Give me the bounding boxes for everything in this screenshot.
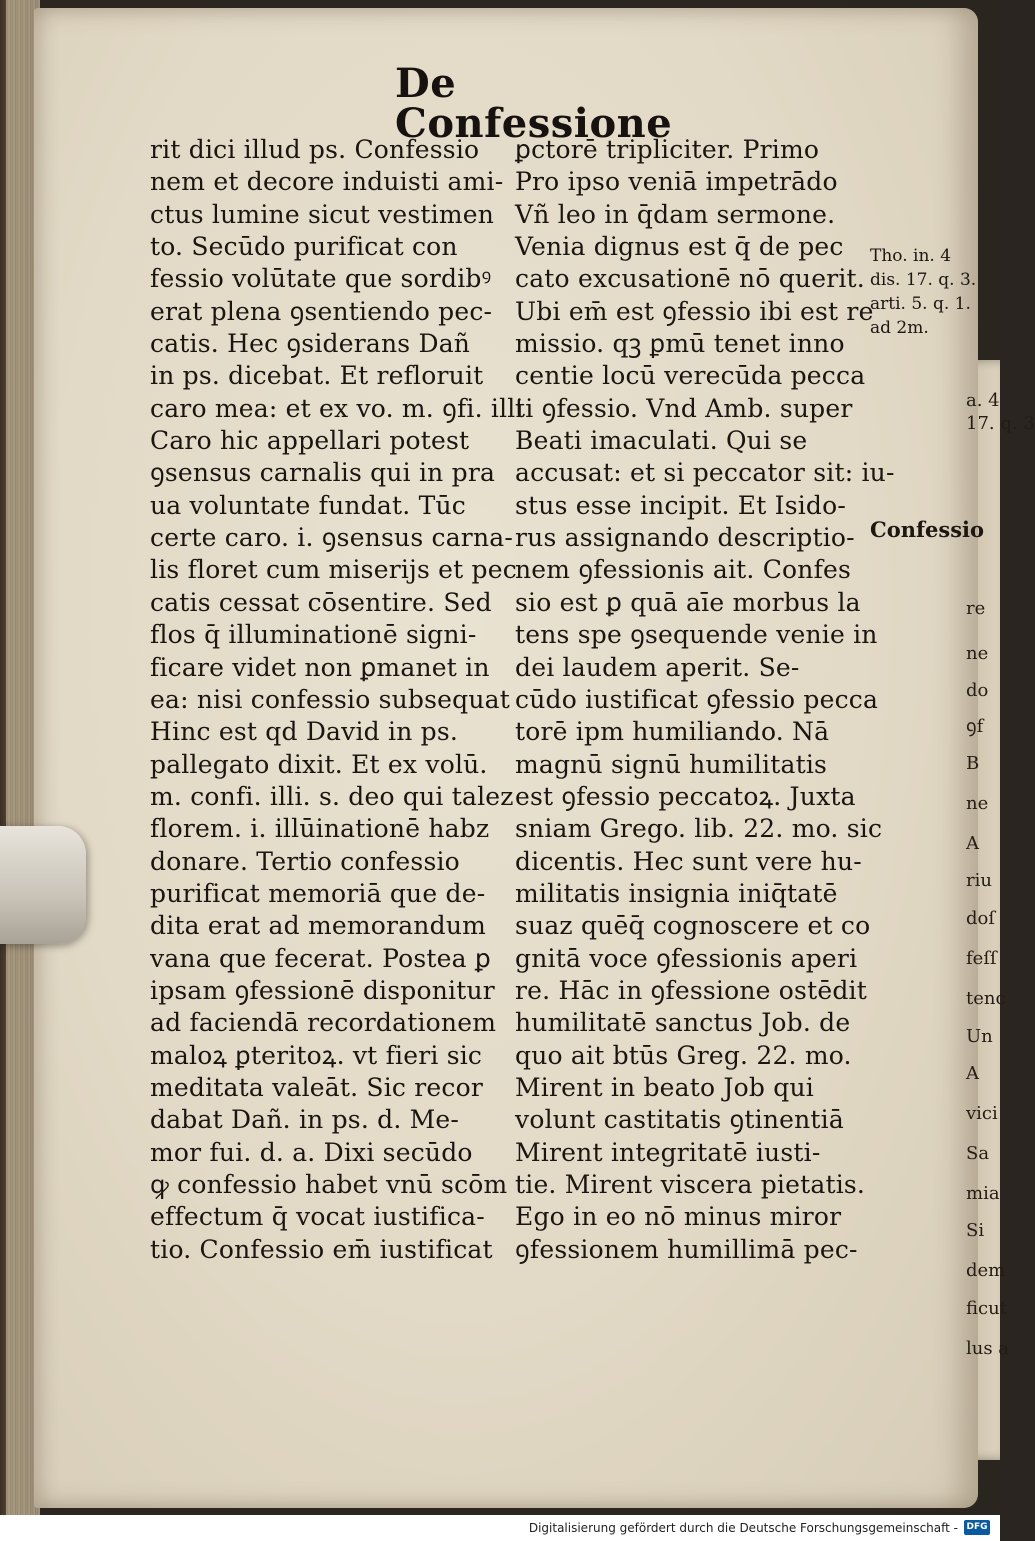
- page-clip: [0, 826, 86, 944]
- right-column-line: accusat: et si peccator sit: iu-: [515, 458, 895, 488]
- facing-page-fragment: feſſ: [966, 948, 997, 969]
- facing-page-fragment: Si: [966, 1220, 985, 1241]
- left-column-line: erat plena ꝯsentiendo pec-: [150, 296, 493, 326]
- right-column-line: re. Hāc in ꝯfessione ostēdit: [515, 975, 867, 1005]
- left-column-line: donare. Tertio confessio: [150, 846, 460, 876]
- facing-page-fragment: vici: [966, 1103, 998, 1124]
- left-column-line: pallegato dixit. Et ex volū.: [150, 749, 488, 779]
- left-column-line: m. confi. illi. s. deo qui talez: [150, 781, 514, 811]
- footer-bar: [0, 1515, 1000, 1541]
- left-column-line: to. Secūdo purificat con: [150, 232, 458, 262]
- left-column-line: Caro hic appellari potest: [150, 426, 470, 456]
- left-column-line: ficare videt non ꝑmanet in: [150, 652, 490, 682]
- facing-page-fragment: ꝯf: [966, 716, 984, 737]
- right-column-line: Ego in eo nō minus miror: [515, 1202, 842, 1232]
- facing-page-fragment: re: [966, 598, 986, 619]
- left-column-line: florem. i. illūinationē habz: [150, 814, 490, 844]
- left-column-line: ꝯsensus carnalis qui in pra: [150, 458, 496, 488]
- left-column-line: maloꝝ ꝑteritoꝝ. vt fieri sic: [150, 1040, 483, 1070]
- right-text-column: [515, 134, 895, 1266]
- left-column-line: in ps. dicebat. Et refloruit: [150, 361, 484, 391]
- left-column-line: lis floret cum miserijs et pec: [150, 555, 517, 585]
- left-column-line: flos q̄ illuminationē signi-: [150, 620, 477, 650]
- facing-page-fragment: A: [966, 1063, 979, 1084]
- facing-page-fragment: Un: [966, 1026, 993, 1047]
- facing-page-fragment: riu: [966, 870, 992, 891]
- left-column-line: mor fui. d. a. Dixi secūdo: [150, 1137, 473, 1167]
- right-column-line: humilitatē sanctus Job. de: [515, 1008, 851, 1038]
- right-column-line: militatis insignia iniq̄tatē: [515, 878, 838, 908]
- right-column-line: Vñ leo in q̄dam sermone.: [515, 199, 836, 229]
- facing-page-fragment: ne: [966, 793, 989, 814]
- footer-credit: Digitalisierung gefördert durch die Deutsche Forschungsgemeinschaft -: [528, 1521, 958, 1535]
- right-column-line: Venia dignus est q̄ de pec: [515, 232, 844, 262]
- right-column-line: sio est ꝑ quā aīe morbus la: [515, 587, 861, 617]
- left-column-line: ctus lumine sicut vestimen: [150, 199, 495, 229]
- right-column-line: missio. qꝫ ꝑmū tenet inno: [515, 329, 845, 359]
- right-column-line: torē ipm humiliando. Nā: [515, 717, 830, 747]
- right-column-line: tie. Mirent viscera pietatis.: [515, 1170, 866, 1199]
- left-column-line: Hinc est qd David in ps.: [150, 717, 459, 747]
- left-column-line: ua voluntate fundat. Tūc: [150, 490, 466, 520]
- right-column-line: gnitā voce ꝯfessionis aperi: [515, 943, 858, 973]
- right-column-line: cūdo iustificat ꝯfessio pecca: [515, 684, 879, 714]
- facing-page-fragment: dem: [966, 1260, 1006, 1281]
- right-column-line: Mirent in beato Job qui: [515, 1072, 814, 1102]
- left-column-line: ea: nisi confessio subsequat: [150, 684, 511, 714]
- margin-note-line: Tho. in. 4: [870, 246, 952, 266]
- right-column-line: Mirent integritatē iusti-: [515, 1137, 821, 1167]
- right-column-line: tens spe ꝯsequende venie in: [515, 620, 878, 650]
- left-column-line: vana que fecerat. Postea ꝑ: [150, 943, 491, 973]
- margin-note-line: arti. 5. q. 1.: [870, 294, 971, 314]
- facing-page-fragment: 17. q. 3: [966, 413, 1035, 434]
- facing-page-fragment: a. 4: [966, 390, 1000, 411]
- left-column-line: rit dici illud ps. Confessio: [150, 135, 480, 164]
- right-column-line: quo ait btūs Greg. 22. mo.: [515, 1040, 852, 1070]
- right-column-line: dei laudem aperit. Se-: [515, 652, 800, 682]
- right-column-line: sniam Grego. lib. 22. mo. sic: [515, 814, 883, 844]
- facing-page-fragment: ficut: [966, 1298, 1007, 1319]
- facing-page-fragment: ne: [966, 643, 989, 664]
- margin-note-line: dis. 17. q. 3.: [870, 270, 977, 290]
- left-column-line: ipsam ꝯfessionē disponitur: [150, 975, 495, 1005]
- right-column-line: nem ꝯfessionis ait. Confes: [515, 555, 852, 585]
- facing-page-fragment: Sa: [966, 1143, 990, 1164]
- left-column-line: ad faciendā recordationem: [150, 1008, 497, 1038]
- right-column-line: Pro ipso veniā impetrādo: [515, 167, 838, 197]
- left-column-line: dabat Dañ. in ps. d. Me-: [150, 1105, 460, 1135]
- left-column-line: nem et decore induisti ami-: [150, 167, 504, 197]
- left-column-line: ꝙ confessio habet vnū scōm: [150, 1170, 508, 1199]
- running-head: De Confessione: [395, 60, 673, 147]
- right-column-line: dicentis. Hec sunt vere hu-: [515, 846, 862, 876]
- facing-page-fragment: lus a: [966, 1338, 1010, 1359]
- right-column-line: rus assignando descriptio-: [515, 523, 855, 553]
- left-column-line: meditata valeāt. Sic recor: [150, 1072, 484, 1102]
- left-column-line: catis. Hec ꝯsiderans Dañ: [150, 329, 471, 359]
- right-column-line: magnū signū humilitatis: [515, 749, 828, 779]
- right-column-line: centie locū verecūda pecca: [515, 361, 866, 391]
- right-column-line: ꝯfessionem humillimā pec-: [515, 1234, 858, 1264]
- right-column-line: volunt castitatis ꝯtinentiā: [515, 1105, 844, 1135]
- left-column-line: catis cessat cōsentire. Sed: [150, 587, 492, 617]
- dfg-logo: DFG: [964, 1520, 990, 1535]
- left-text-column: [150, 134, 524, 1266]
- facing-page-fragment: tenc: [966, 988, 1006, 1009]
- right-column-line: est ꝯfessio peccatoꝝ. Juxta: [515, 781, 856, 811]
- right-column-line: Beati imaculati. Qui se: [515, 426, 808, 456]
- right-column-line: cato excusationē nō querit.: [515, 264, 865, 294]
- left-column-line: fessio volūtate que sordibꝰ: [150, 264, 492, 294]
- left-column-line: effectum q̄ vocat iustifica-: [150, 1202, 485, 1232]
- facing-page-fragment: doſ: [966, 908, 996, 929]
- margin-note-line: ad 2m.: [870, 318, 929, 338]
- right-column-line: suaz quēq̄ cognoscere et co: [515, 911, 871, 941]
- right-column-line: ꝑctorē tripliciter. Primo: [515, 135, 820, 164]
- left-column-line: purificat memoriā que de-: [150, 878, 486, 908]
- facing-page-fragment: B: [966, 753, 980, 774]
- right-column-line: Ubi em̄ est ꝯfessio ibi est re: [515, 296, 874, 326]
- right-column-line: stus esse incipit. Et Isido-: [515, 490, 847, 520]
- right-column-line: ti ꝯfessio. Vnd Amb. super: [515, 393, 853, 423]
- margin-note-confessio: Confessio: [870, 517, 985, 542]
- left-column-line: caro mea: et ex vo. m. ꝯfi. illi: [150, 393, 524, 423]
- left-column-line: dita erat ad memorandum: [150, 911, 487, 941]
- facing-page-fragment: mia: [966, 1183, 1000, 1204]
- margin-note-citation: [870, 244, 976, 340]
- left-column-line: tio. Confessio em̄ iustificat: [150, 1234, 493, 1264]
- left-column-line: certe caro. i. ꝯsensus carna-: [150, 523, 514, 553]
- facing-page-fragment: A: [966, 833, 979, 854]
- facing-page-fragment: do: [966, 680, 989, 701]
